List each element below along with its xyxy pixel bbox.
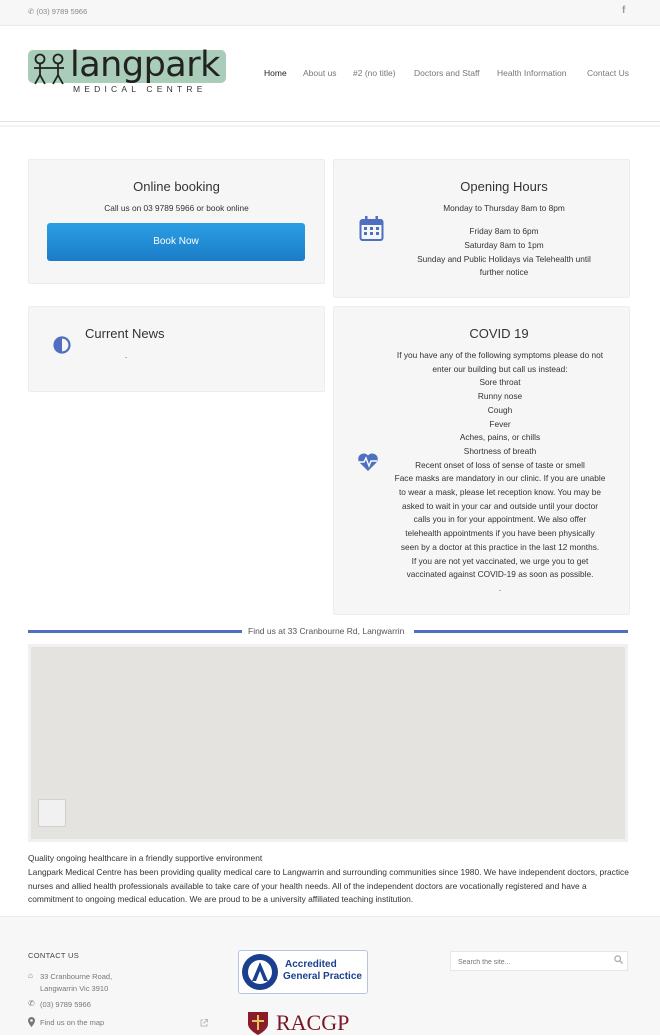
covid-line: seen by a doctor at this practice in the last 12 months.: [400, 541, 600, 552]
topbar-phone[interactable]: [28, 7, 87, 16]
covid-line: Shortness of breath: [463, 445, 537, 456]
covid-line: Cough: [487, 404, 513, 415]
covid-line: Runny nose: [477, 391, 523, 402]
external-link-icon: [200, 1019, 208, 1027]
logo-brand-text: langpark: [70, 45, 220, 85]
opening-hours-box: [333, 159, 630, 298]
location-map[interactable]: [28, 644, 628, 842]
facebook-icon[interactable]: f: [622, 5, 626, 16]
nav-health-information[interactable]: Health Information: [497, 68, 567, 78]
divider-left: [28, 630, 242, 633]
covid-line: If you are not yet vaccinated, we urge you to get: [411, 555, 589, 566]
hours-line: Saturday 8am to 1pm: [464, 239, 544, 250]
covid-line: Aches, pains, or chills: [459, 432, 541, 443]
covid-line: vaccinated against COVID-19 as soon as possible.: [406, 569, 594, 580]
nav-no-title[interactable]: #2 (no title): [353, 68, 396, 78]
footer-address: [40, 971, 112, 994]
covid-line: calls you in for your appointment. We also offer: [413, 514, 587, 525]
find-us-heading: Find us at 33 Cranbourne Rd, Langwarrin: [244, 626, 408, 636]
covid-line: asked to wait in your car and outside until your doctor: [401, 500, 598, 511]
covid-line: Face masks are mandatory in our clinic. If you are unable: [394, 473, 606, 484]
nav-about-us[interactable]: About us: [303, 68, 337, 78]
site-search: [450, 951, 628, 971]
footer: [0, 916, 660, 1035]
covid-line: .: [498, 582, 502, 593]
header-divider: [0, 125, 660, 127]
online-booking-text: Call us on 03 9789 5966 or book online: [104, 203, 249, 213]
hours-line: further notice: [479, 267, 529, 278]
opening-hours-title: Opening Hours: [460, 179, 548, 194]
covid-line: If you have any of the following symptoms please do not: [396, 350, 604, 360]
search-icon[interactable]: [614, 955, 623, 964]
online-booking-title: Online booking: [133, 179, 220, 194]
top-bar: [0, 0, 660, 26]
covid-line: Recent onset of loss of sense of taste or smell: [415, 459, 585, 470]
covid-line: Sore throat: [479, 377, 521, 388]
topbar-phone-text: (03) 9789 5966: [36, 7, 88, 16]
book-now-button[interactable]: Book Now: [47, 223, 305, 261]
heart-pulse-icon: [357, 452, 379, 472]
home-icon: ⌂: [28, 971, 33, 980]
about-heading: Quality ongoing healthcare in a friendly supportive environment: [28, 853, 263, 863]
address-line-1: 33 Cranbourne Road,: [40, 972, 113, 981]
find-us-on-map-link[interactable]: Find us on the map: [40, 1018, 105, 1027]
map-control-button[interactable]: [38, 799, 66, 827]
about-section: [28, 852, 630, 907]
hours-line: [394, 216, 614, 226]
covid-line: Fever: [489, 418, 511, 429]
current-news-box: [28, 306, 325, 392]
nav-contact-us[interactable]: Contact Us: [587, 68, 630, 78]
address-line-2: Langwarrin Vic 3910: [40, 983, 109, 993]
nav-home[interactable]: Home: [264, 68, 287, 78]
divider-right: [414, 630, 628, 633]
hours-line: Friday 8am to 6pm: [469, 226, 539, 237]
covid-title: COVID 19: [469, 326, 529, 341]
calendar-icon: [359, 216, 384, 242]
covid-lines: [380, 349, 620, 596]
agpal-line-2: General Practice: [283, 971, 362, 982]
agpal-seal-icon: [241, 953, 279, 991]
current-news-title: Current News: [85, 326, 165, 341]
logo-subtitle: MEDICAL CENTRE: [73, 84, 207, 94]
agpal-accreditation-badge: [238, 950, 368, 994]
hours-line: Monday to Thursday 8am to 8pm: [443, 203, 565, 213]
search-input[interactable]: [456, 955, 610, 969]
racgp-logo: [244, 1006, 374, 1036]
opening-hours-lines: [394, 202, 614, 280]
contrast-icon: [53, 336, 71, 354]
nav-doctors-staff[interactable]: Doctors and Staff: [414, 68, 480, 78]
phone-icon: ✆: [28, 999, 35, 1008]
footer-phone[interactable]: (03) 9789 5966: [40, 1000, 91, 1009]
covid-line: to wear a mask, please let reception know. You may be: [398, 487, 601, 498]
covid-box: [333, 306, 630, 615]
hours-line: Sunday and Public Holidays via Telehealth until: [417, 253, 591, 264]
racgp-text: RACGP: [276, 1010, 350, 1035]
covid-line: enter our building but call us instead:: [432, 363, 568, 374]
current-news-text: .: [124, 350, 128, 360]
covid-line: telehealth appointments if you have been physically: [405, 528, 595, 539]
contact-us-heading: CONTACT US: [28, 951, 80, 960]
map-marker-icon: [28, 1017, 35, 1029]
racgp-crest-icon: [244, 1008, 272, 1036]
about-body: Langpark Medical Centre has been providing quality medical care to Langwarrin and surrounding communities since 1980. We have independent doctors, practice nurses and allied health professionals available to take care of your health needs. All of the independent doctors are vocationally registered and have a commitment to ongoing medical education. We are proud to be a university affiliated teaching institution.: [28, 866, 629, 905]
agpal-line-1: Accredited: [285, 959, 337, 970]
online-booking-box: [28, 159, 325, 284]
site-logo[interactable]: [28, 45, 226, 96]
family-figures-icon: [31, 52, 69, 86]
header: [0, 26, 660, 122]
phone-icon: ✆: [28, 7, 35, 16]
